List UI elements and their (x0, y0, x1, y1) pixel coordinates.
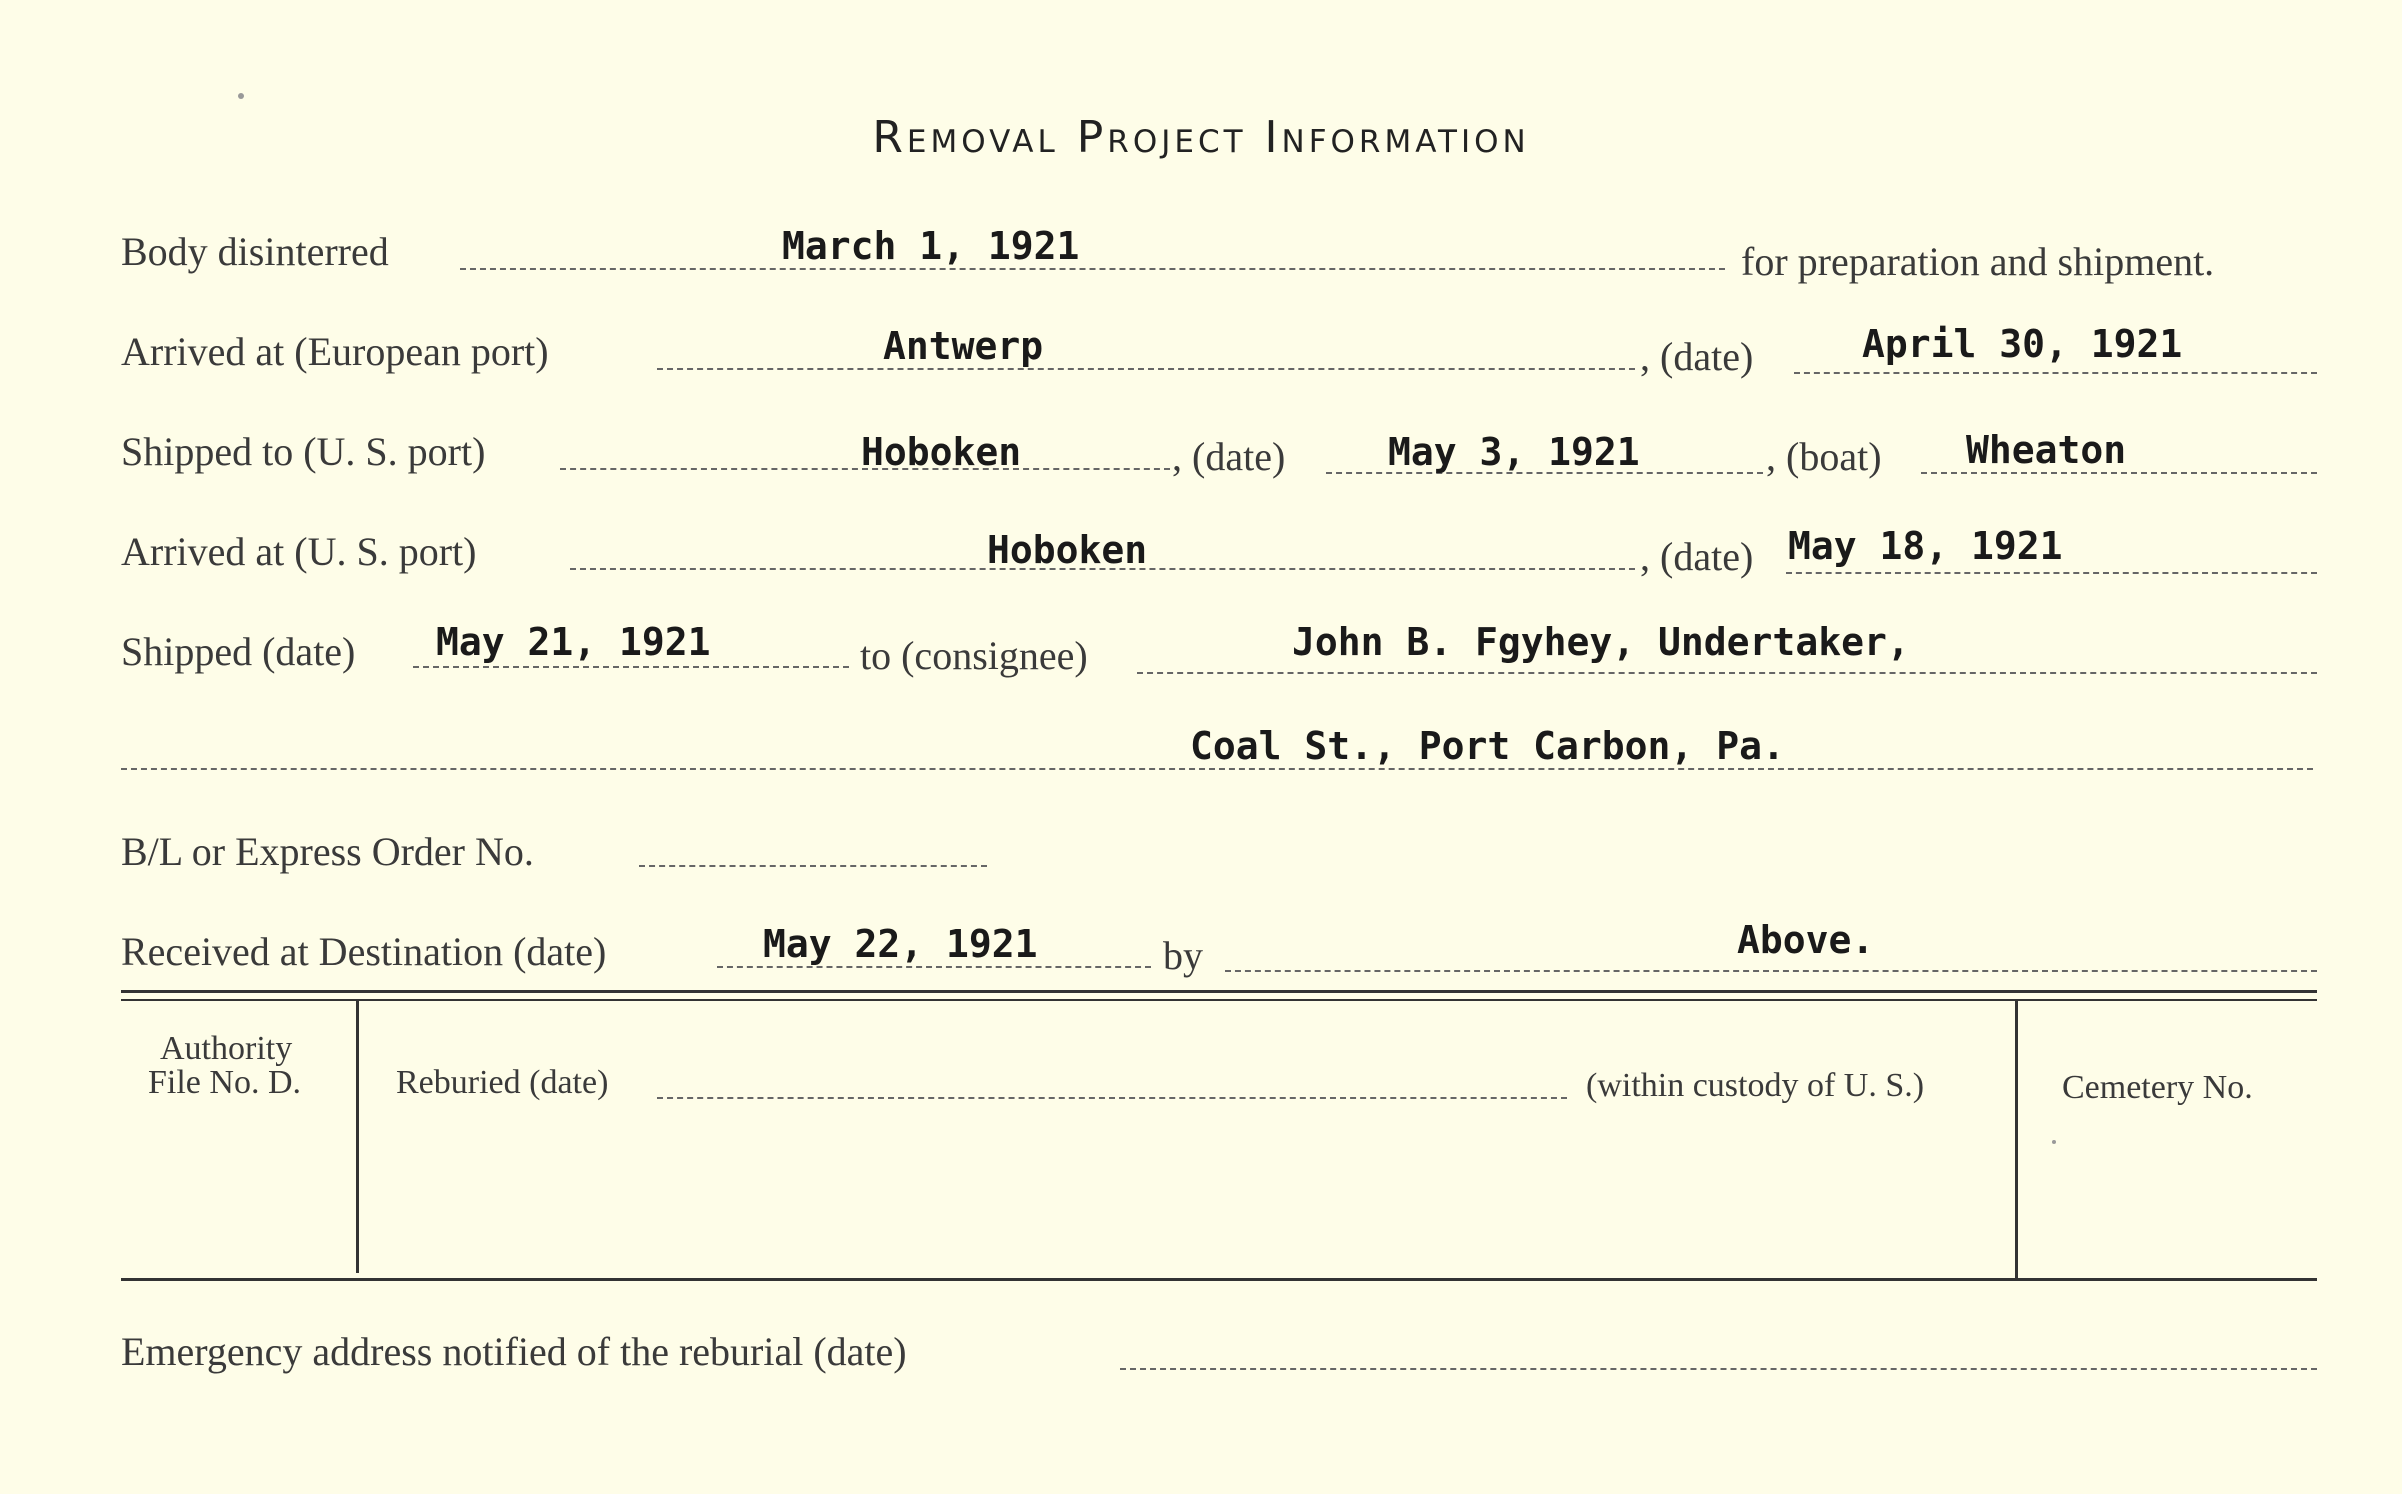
consignee-line (1137, 672, 2317, 674)
authority-label-line2: File No. D. (148, 1064, 301, 1101)
box-bottom-rule (121, 1278, 2317, 1281)
arrived-european-date-value: April 30, 1921 (1862, 322, 2183, 366)
box-divider-right (2015, 1001, 2018, 1281)
shipped-date-line (413, 666, 849, 668)
shipped-us-date-label: , (date) (1172, 434, 1286, 479)
received-by-line (1225, 970, 2317, 972)
shipped-us-boat-label: , (boat) (1766, 434, 1882, 479)
arrived-us-label: Arrived at (U. S. port) (121, 529, 477, 574)
shipped-us-boat-value: Wheaton (1966, 428, 2127, 472)
reburied-label: Reburied (date) (396, 1064, 609, 1101)
shipped-us-label: Shipped to (U. S. port) (121, 429, 486, 474)
arrived-european-value: Antwerp (883, 324, 1044, 368)
arrived-us-date-value: May 18, 1921 (1788, 524, 2063, 568)
consignee-label: to (consignee) (860, 633, 1088, 678)
box-divider-left (356, 1001, 359, 1273)
shipped-date-value: May 21, 1921 (436, 620, 711, 664)
shipped-us-value: Hoboken (861, 430, 1022, 474)
received-by-label: by (1163, 933, 1203, 978)
address-line (121, 768, 2313, 770)
bl-label: B/L or Express Order No. (121, 829, 534, 874)
received-date-value: May 22, 1921 (763, 922, 1038, 966)
shipped-us-boat-line (1921, 472, 2317, 474)
cemetery-label: Cemetery No. (2062, 1069, 2253, 1106)
arrived-european-line (657, 368, 1635, 370)
double-rule-top (121, 990, 2317, 993)
shipped-us-date-value: May 3, 1921 (1388, 430, 1640, 474)
card-title: Removal Project Information (872, 112, 1530, 163)
body-disinterred-label: Body disinterred (121, 229, 389, 274)
body-disinterred-value: March 1, 1921 (782, 224, 1080, 268)
double-rule-bottom (121, 999, 2317, 1001)
consignee-value: John B. Fgyhey, Undertaker, (1292, 620, 1910, 664)
emergency-line (1120, 1368, 2317, 1370)
consignee-address-value: Coal St., Port Carbon, Pa. (1190, 724, 1785, 768)
body-disinterred-suffix: for preparation and shipment. (1741, 239, 2215, 284)
authority-label-line1: Authority (160, 1030, 293, 1067)
arrived-us-date-line (1786, 572, 2317, 574)
paper-speck (238, 93, 244, 99)
arrived-european-date-line (1794, 372, 2317, 374)
arrived-european-date-label: , (date) (1640, 334, 1754, 379)
received-label: Received at Destination (date) (121, 929, 607, 974)
received-date-line (717, 966, 1151, 968)
paper-speck (2052, 1140, 2056, 1144)
arrived-us-date-label: , (date) (1640, 534, 1754, 579)
arrived-european-label: Arrived at (European port) (121, 329, 549, 374)
bl-line (639, 865, 987, 867)
custody-label: (within custody of U. S.) (1586, 1067, 1925, 1104)
reburied-line (657, 1097, 1567, 1099)
body-disinterred-line (460, 268, 1725, 270)
shipped-date-label: Shipped (date) (121, 629, 356, 674)
arrived-us-value: Hoboken (987, 528, 1148, 572)
received-by-value: Above. (1737, 918, 1875, 962)
emergency-label: Emergency address notified of the reburial (date) (121, 1329, 907, 1374)
